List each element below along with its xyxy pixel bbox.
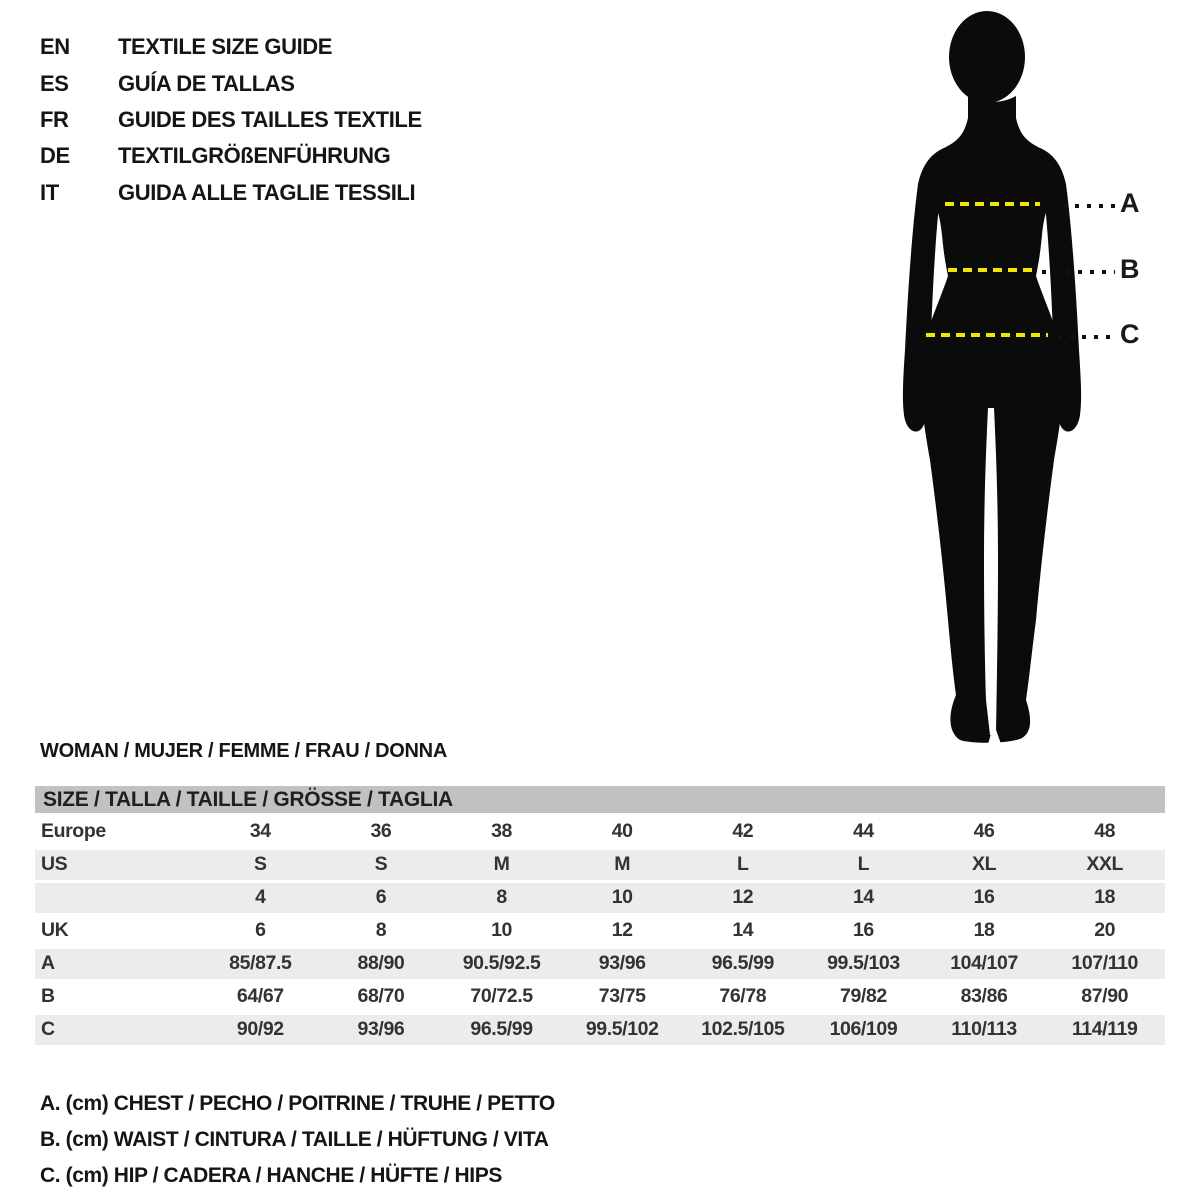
language-title: TEXTILE SIZE GUIDE [118,34,333,60]
size-cell: XL [972,853,997,875]
size-cell: 18 [973,919,995,941]
language-code: FR [40,106,69,132]
size-cell: 16 [973,886,995,908]
size-cell: 110/113 [951,1018,1017,1040]
size-cell: 87/90 [1081,985,1129,1007]
language-code: IT [40,179,59,205]
row-label: Europe [41,820,106,842]
measure-label-a: A [1120,188,1140,218]
row-label: US [41,853,68,875]
measure-label-b: B [1120,254,1140,284]
size-cell: 83/86 [960,985,1008,1007]
table-row [35,947,1165,980]
size-cell: 85/87.5 [229,952,292,974]
row-label: UK [41,919,69,941]
size-cell: 64/67 [236,985,284,1007]
size-table [35,786,1165,1046]
size-cell: 12 [732,886,754,908]
table-row [35,848,1165,881]
size-cell: 4 [255,886,266,908]
size-cell: 6 [375,886,387,908]
language-title: TEXTILGRÖßENFÜHRUNG [118,143,391,169]
language-code: EN [40,34,70,60]
size-cell: 107/110 [1071,952,1138,974]
size-cell: 79/82 [840,985,887,1007]
table-row [35,980,1165,1013]
size-cell: 18 [1094,886,1116,908]
language-code: DE [40,143,70,169]
size-cell: 34 [249,820,271,842]
size-cell: 8 [496,886,507,908]
size-cell: 73/75 [598,985,646,1007]
size-cell: 93/96 [598,952,646,974]
size-cell: 14 [852,886,874,908]
size-cell: 46 [973,820,995,842]
size-cell: 40 [611,820,633,842]
size-table-body [35,815,1165,1046]
row-label: B [41,985,55,1007]
language-code: ES [40,70,69,96]
size-cell: 93/96 [357,1018,405,1040]
size-cell: 90.5/92.5 [462,952,541,974]
size-cell: L [737,853,749,875]
size-cell: 96.5/99 [711,952,774,974]
language-title: GUIDE DES TAILLES TEXTILE [118,106,422,132]
language-title: GUÍA DE TALLAS [118,70,295,96]
size-cell: 16 [852,919,874,941]
table-row [35,881,1165,914]
size-cell: S [254,853,267,875]
size-cell: 99.5/102 [585,1018,659,1040]
size-cell: 6 [255,919,266,941]
size-cell: 48 [1094,820,1116,842]
language-title: GUIDA ALLE TAGLIE TESSILI [118,179,416,205]
size-cell: 90/92 [236,1018,284,1040]
size-table-header: SIZE / TALLA / TAILLE / GRÖSSE / TAGLIA [35,786,1165,813]
size-cell: 44 [852,820,874,842]
table-row [35,815,1165,848]
measurement-legend [40,1086,555,1194]
size-cell: 70/72.5 [470,985,533,1007]
size-cell: 38 [491,820,512,842]
size-cell: 36 [370,820,392,842]
size-cell: 88/90 [357,952,405,974]
size-cell: M [614,853,631,875]
size-cell: L [857,853,870,875]
table-row [35,1013,1165,1046]
legend-item: C. (cm) HIP / CADERA / HANCHE / HÜFTE / HIPS [40,1164,502,1187]
row-label: A [41,952,55,974]
size-cell: 12 [611,919,633,941]
category-title: WOMAN / MUJER / FEMME / FRAU / DONNA [40,740,447,762]
legend-item: B. (cm) WAIST / CINTURA / TAILLE / HÜFTUNG / VITA [40,1128,549,1151]
size-cell: 104/107 [950,952,1018,974]
size-cell: 96.5/99 [470,1018,533,1040]
size-cell: 114/119 [1071,1018,1138,1040]
legend-item: A. (cm) CHEST / PECHO / POITRINE / TRUHE / PETTO [40,1092,555,1115]
size-cell: 106/109 [829,1018,898,1040]
size-cell: M [493,853,510,875]
woman-silhouette [860,0,1160,760]
table-row [35,914,1165,947]
size-cell: S [374,853,388,875]
size-cell: XXL [1086,853,1124,875]
size-cell: 68/70 [357,985,405,1007]
size-cell: 10 [611,886,633,908]
size-cell: 14 [732,919,754,941]
size-cell: 42 [732,820,754,842]
size-cell: 76/78 [719,985,767,1007]
size-cell: 10 [491,919,512,941]
size-cell: 8 [375,919,387,941]
size-cell: 99.5/103 [827,952,900,974]
size-cell: 20 [1094,919,1116,941]
measure-label-c: C [1120,319,1140,349]
row-label: C [41,1018,55,1040]
size-cell: 102.5/105 [701,1018,785,1040]
